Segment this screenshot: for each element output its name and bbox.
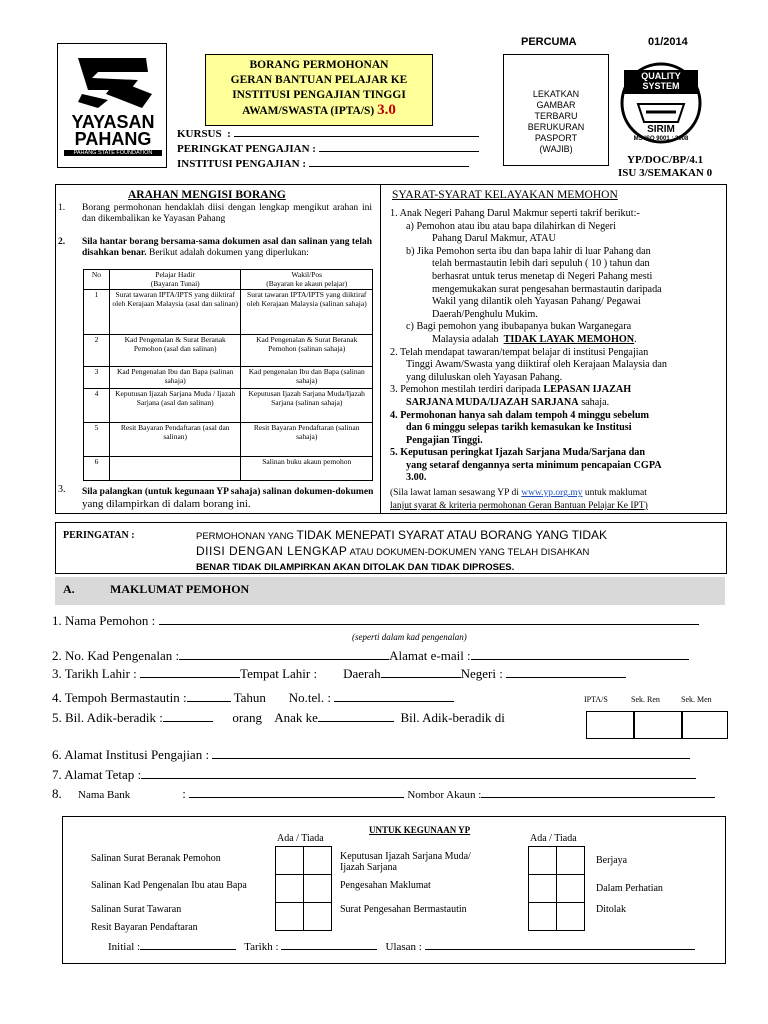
warning-label: PERINGATAN : [63, 530, 135, 541]
instruction-1: Borang permohonan hendaklah diisi dengan lengkap mengikut arahan ini dan dikembalikan ke Yayasan Pahang [82, 203, 372, 224]
issue-number: ISU 3/SEMAKAN 0 [618, 167, 713, 179]
title-line: GERAN BANTUAN PELAJAR KE [230, 74, 408, 86]
study-level-label: PERINGKAT PENGAJIAN [177, 143, 310, 155]
table-row [84, 290, 373, 335]
district-label: Daerah [343, 666, 381, 681]
birth-row[interactable] [52, 666, 626, 682]
instruction-3-rest: yang dilampirkan di dalam borang ini. [82, 498, 251, 510]
passport-photo-box[interactable] [503, 54, 609, 166]
table-row [84, 389, 373, 423]
bank-label: Nama Bank [78, 789, 131, 801]
item-number: 8. [52, 786, 62, 801]
syarat-4: dan 6 minggu selepas tarikh kemasukan ke Institusi [406, 422, 632, 434]
persons-label: orang [232, 710, 262, 725]
website-link[interactable]: www.yp.org.my [521, 488, 583, 499]
note-text: (Sila lawat laman sesawang YP di [390, 488, 519, 499]
title-line: BORANG PERMOHONAN [249, 59, 389, 71]
check-label: Salinan Surat Beranak Pemohon [91, 853, 221, 864]
date-label: Tarikh : [244, 941, 279, 953]
row-wakil: Kad pengenalan Ibu dan Bapa (salinan sahaja) [241, 367, 373, 389]
row-no: 6 [84, 457, 110, 481]
row-no: 3 [84, 367, 110, 389]
syarat-1b: Wakil yang dilantik oleh Yayasan Pahang/ Pegawai [432, 296, 641, 308]
check-label-line: Keputusan Ijazah Sarjana Muda/ [340, 851, 471, 862]
status-label: Berjaya [596, 855, 628, 866]
section-a-header [55, 577, 725, 605]
checkbox-ada[interactable] [528, 902, 557, 931]
signoff-row[interactable] [108, 941, 695, 953]
check-label-line: Ijazah Sarjana [340, 862, 397, 873]
syarat-2: 2. Telah mendapat tawaran/tempat belajar di institusi Pengajian [390, 346, 649, 358]
checkbox-tiada[interactable] [303, 902, 332, 931]
version-number: 3.0 [377, 102, 396, 118]
warning-line: BENAR TIDAK DILAMPIRKAN AKAN DITOLAK DAN TIDAK DIPROSES. [196, 562, 515, 573]
state-label: Negeri : [460, 666, 503, 681]
row-wakil: Salinan buku akaun pemohon [241, 457, 373, 481]
col-header-wakil [241, 270, 373, 290]
instruction-3-bold: Sila palangkan (untuk kegunaan YP sahaja) salinan dokumen-dokumen [82, 487, 374, 497]
item-number: 3. [58, 484, 66, 495]
checkbox-tiada[interactable] [303, 874, 332, 903]
sirim-standard: MS ISO 9001 : 2008 [633, 136, 689, 142]
checkbox-ada[interactable] [275, 902, 304, 931]
note-text: lanjut syarat & kriteria permohonan Geran Bantuan Pelajar Ke IPT) [390, 500, 648, 511]
syarat-5: yang setaraf dengannya serta minimum pencapaian CGPA [406, 459, 662, 471]
section-letter: A. [63, 582, 75, 596]
row-wakil: Kad Pengenalan & Surat Beranak Pemohon (salinan sahaja) [241, 335, 373, 367]
row-hadir: Kad Pengenalan & Surat Beranak Pemohon (asal dan salinan) [109, 335, 241, 367]
form-title [205, 54, 433, 126]
status-label: Dalam Perhatian [596, 883, 663, 894]
logo-subtitle: PAHANG STATE FOUNDATION [64, 150, 162, 156]
documents-table [83, 269, 373, 481]
system-text: SYSTEM [642, 81, 680, 91]
check-label: Resit Bayaran Pendaftaran [91, 922, 198, 933]
row-no: 4 [84, 389, 110, 423]
table-row [84, 367, 373, 389]
institution-address-field[interactable] [52, 747, 690, 763]
syarat-3: 3. Pemohon mestilah terdiri daripada [390, 384, 541, 396]
name-hint: (seperti dalam kad pengenalan) [352, 632, 467, 642]
syarat-3-end: sahaja. [581, 396, 610, 408]
row-no: 2 [84, 335, 110, 367]
syarat-5: 3.00. [406, 472, 427, 484]
remarks-label: Ulasan : [385, 941, 422, 953]
syarat-1c: Malaysia adalah [432, 333, 499, 345]
sirim-text: SIRIM [647, 124, 675, 135]
phone-label: No.tel. : [288, 690, 331, 705]
col-header-hadir [109, 270, 241, 290]
date-code: 01/2014 [648, 36, 688, 48]
check-label: Salinan Kad Pengenalan Ibu atau Bapa [91, 880, 247, 891]
note-text: untuk maklumat [584, 488, 647, 499]
check-label [340, 851, 471, 873]
row-hadir: Resit Bayaran Pendaftaran (asal dan salinan) [109, 423, 241, 457]
col-hadir-label: Pelajar Hadir [155, 270, 196, 279]
title-line: AWAM/SWASTA (IPTA/S) [242, 105, 375, 117]
instruction-2-bold: Sila hantar borang bersama-sama dokumen asal dan salinan yang telah disahkan benar. [82, 237, 372, 258]
syarat-3-bold: LEPASAN IJAZAH [543, 384, 632, 396]
syarat-2: Tinggi Awam/Swasta yang diiktiraf oleh Kerajaan Malaysia dan [406, 359, 667, 371]
account-label: Nombor Akaun : [407, 789, 482, 801]
syarat-1a: Pahang Darul Makmur, ATAU [432, 233, 556, 245]
col-wakil-label: Wakil/Pos [291, 270, 323, 279]
sirim-quality-badge [618, 60, 704, 150]
residence-label: 4. Tempoh Bermastautin : [52, 690, 187, 705]
table-row [84, 423, 373, 457]
warning-text [196, 528, 716, 575]
checkbox-tiada[interactable] [556, 902, 585, 931]
syarat-1b: mengemukakan surat pengesahan bermastautin daripada [432, 283, 662, 295]
check-label: Surat Pengesahan Bermastautin [340, 904, 467, 915]
arahan-heading: ARAHAN MENGISI BORANG [128, 189, 286, 201]
status-label: Ditolak [596, 904, 626, 915]
checkbox-ada[interactable] [275, 846, 304, 875]
column-divider [380, 184, 381, 514]
ic-label: 2. No. Kad Pengenalan : [52, 648, 180, 663]
bank-row[interactable] [52, 786, 715, 802]
course-label: KURSUS [177, 128, 222, 140]
ic-email-row[interactable] [52, 648, 689, 664]
photo-text: GAMBAR [536, 100, 576, 110]
photo-text: BERUKURAN [527, 122, 585, 132]
siblings-row[interactable] [52, 710, 505, 726]
siblings-in-label: Bil. Adik-beradik di [400, 710, 505, 725]
logo-mark-icon [68, 50, 158, 112]
institution-label: INSTITUSI PENGAJIAN [177, 158, 300, 170]
title-line: INSTITUSI PENGAJIAN TINGGI [232, 89, 406, 101]
ipta-label: IPTA/S [584, 695, 608, 704]
row-hadir: Kad Pengenalan Ibu dan Bapa (salinan sahaja) [109, 367, 241, 389]
syarat-1: 1. Anak Negeri Pahang Darul Makmur seperti takrif berikut:- [390, 208, 640, 219]
syarat-4: 4. Permohonan hanya sah dalam tempoh 4 minggu sebelum [390, 409, 649, 421]
syarat-3-bold: SARJANA MUDA/IJAZAH SARJANA [406, 396, 579, 408]
syarat-heading: SYARAT-SYARAT KELAYAKAN MEMOHON [392, 189, 618, 201]
checkbox-ada[interactable] [528, 874, 557, 903]
warning-line: PERMOHONAN YANG [196, 531, 294, 542]
name-label: 1. Nama Pemohon : [52, 613, 156, 628]
birthplace-label: Tempat Lahir : [240, 666, 318, 681]
syarat-1b: Daerah/Penghulu Mukim. [432, 308, 538, 320]
item-number: 1. [58, 203, 66, 213]
course-field[interactable]: KURSUS : [177, 128, 479, 140]
years-label: Tahun [233, 690, 266, 705]
syarat-1c: c) Bagi pemohon yang ibubapanya bukan Warganegara [406, 321, 632, 333]
warning-line: TIDAK MENEPATI SYARAT ATAU BORANG YANG TIDAK [296, 528, 607, 542]
row-wakil: Surat tawaran IPTA/IPTS yang diiktiraf oleh Kerajaan Malaysia (salinan sahaja) [241, 290, 373, 335]
residence-row[interactable] [52, 690, 454, 706]
checkbox-tiada[interactable] [556, 846, 585, 875]
ada-tiada-label: Ada / Tiada [530, 833, 577, 844]
ada-tiada-label: Ada / Tiada [277, 833, 324, 844]
check-label: Pengesahan Maklumat [340, 880, 431, 891]
photo-text: TERBARU [534, 111, 578, 121]
email-label: Alamat e-mail : [389, 648, 471, 663]
not-eligible-text: TIDAK LAYAK MEMOHON [503, 333, 635, 345]
photo-text: (WAJIB) [539, 144, 573, 154]
checkbox-ada[interactable] [275, 874, 304, 903]
primary-count-box[interactable] [634, 711, 682, 739]
syarat-1a: a) Pemohon atau ibu atau bapa dilahirkan di Negeri [406, 220, 616, 232]
secondary-count-box[interactable] [682, 711, 728, 739]
institution-address-label: 6. Alamat Institusi Pengajian : [52, 747, 210, 762]
row-wakil: Resit Bayaran Pendaftaran (salinan sahaja) [241, 423, 373, 457]
instruction-2 [82, 237, 372, 259]
col-wakil-sub: (Bayaran ke akaun pelajar) [266, 279, 348, 288]
checkbox-tiada[interactable] [556, 874, 585, 903]
logo-name: YAYASAN PAHANG [71, 112, 155, 149]
table-row [84, 335, 373, 367]
syarat-2: yang diluluskan oleh Yayasan Pahang. [406, 371, 563, 383]
institution-field[interactable]: INSTITUSI PENGAJIAN : [177, 158, 469, 170]
syarat-1b: telah bermastautin lebih dari sepuluh ( 10 ) tahun dan [432, 258, 650, 270]
col-hadir-sub: (Bayaran Tunai) [150, 279, 200, 288]
child-order-label: Anak ke [274, 710, 318, 725]
name-field[interactable] [52, 613, 699, 629]
syarat-list: 1. Anak Negeri Pahang Darul Makmur seperti takrif berikut:- a) Pemohon atau ibu atau bapa dilahirkan di Negeri Pahang Darul Makmur, ATAU b) Jika Pemohon serta ibu dan bapa lahir di luar Pahang dan telah bermastautin lebih dari sepuluh ( 10 ) tahun dan berhasrat untuk terus menetap di Negeri Pahang mesti mengemukakan surat pengesahan bermastautin daripada Wakil yang dilantik oleh Yayasan Pahang/ Pegawai Daerah/Penghulu Mukim. c) Bagi pemohon yang ibubapanya bukan Warganegara Malaysia adalah TIDAK LAYAK MEMOHON. 2. Telah mendapat tawaran/tempat belajar di institusi Pengajian Tinggi Awam/Swasta yang diiktiraf oleh Kerajaan Malaysia dan yang diluluskan oleh Yayasan Pahang. 3. Pemohon mestilah terdiri daripada LEPASAN IJAZAH SARJANA MUDA/IJAZAH SARJANA sahaja. 4. Permohonan hanya sah dalam tempoh 4 minggu sebelum dan 6 minggu selepas tarikh kemasukan ke Institusi Pengajian Tinggi. 5. Keputusan peringkat Ijazah Sarjana Muda/Sarjana dan yang setaraf dengannya serta minimum pencapaian CGPA 3.00. (Sila lawat laman sesawang YP di www.yp.org.my untuk maklumat lanjut syarat & kriteria permohonan Geran Bantuan Pelajar Ke IPT) [390, 208, 720, 512]
checkbox-tiada[interactable] [303, 846, 332, 875]
row-no: 1 [84, 290, 110, 335]
siblings-label: 5. Bil. Adik-beradik : [52, 710, 163, 725]
row-wakil: Keputusan Ijazah Sarjana Muda/Ijazah Sarjana (salinan sahaja) [241, 389, 373, 423]
initial-label: Initial : [108, 941, 141, 953]
secondary-school-label: Sek. Men [681, 695, 712, 704]
logo [57, 43, 167, 168]
photo-text: PASPORT [534, 133, 578, 143]
permanent-address-field[interactable] [52, 767, 696, 783]
row-hadir [109, 457, 241, 481]
row-hadir: Surat tawaran IPTA/IPTS yang diiktiraf oleh Kerajaan Malaysia (asal dan salinan) [109, 290, 241, 335]
office-use-heading: UNTUK KEGUNAAN YP [369, 825, 471, 835]
primary-school-label: Sek. Ren [631, 695, 660, 704]
item-number: 2. [58, 237, 66, 247]
col-header-no: No [84, 270, 110, 290]
quality-text: QUALITY [641, 71, 681, 81]
instruction-3 [82, 486, 374, 511]
ipta-count-box[interactable] [586, 711, 634, 739]
photo-text: LEKATKAN [532, 89, 580, 99]
section-title: MAKLUMAT PEMOHON [110, 582, 250, 596]
dob-label: 3. Tarikh Lahir : [52, 666, 137, 681]
check-label: Salinan Surat Tawaran [91, 904, 182, 915]
warning-line: DIISI DENGAN LENGKAP [196, 544, 348, 558]
study-level-field[interactable]: PERINGKAT PENGAJIAN : [177, 143, 479, 155]
row-hadir: Keputusan Ijazah Sarjana Muda / Ijazah Sarjana (asal dan salinan) [109, 389, 241, 423]
syarat-1b: b) Jika Pemohon serta ibu dan bapa lahir di luar Pahang dan [406, 245, 651, 257]
instruction-2-rest: Berikut adalah dokumen yang diperlukan: [148, 248, 309, 258]
syarat-4: Pengajian Tinggi. [406, 434, 483, 446]
warning-line: ATAU DOKUMEN-DOKUMEN YANG TELAH DISAHKAN [349, 547, 590, 558]
doc-number: YP/DOC/BP/4.1 [627, 154, 704, 166]
syarat-1b: berhasrat untuk terus menetap di Negeri Pahang mesti [432, 270, 653, 282]
permanent-address-label: 7. Alamat Tetap : [52, 767, 142, 782]
table-row [84, 457, 373, 481]
syarat-5: 5. Keputusan peringkat Ijazah Sarjana Muda/Sarjana dan [390, 447, 646, 459]
row-no: 5 [84, 423, 110, 457]
checkbox-ada[interactable] [528, 846, 557, 875]
free-label: PERCUMA [521, 36, 577, 48]
bank-colon: : [182, 786, 186, 801]
